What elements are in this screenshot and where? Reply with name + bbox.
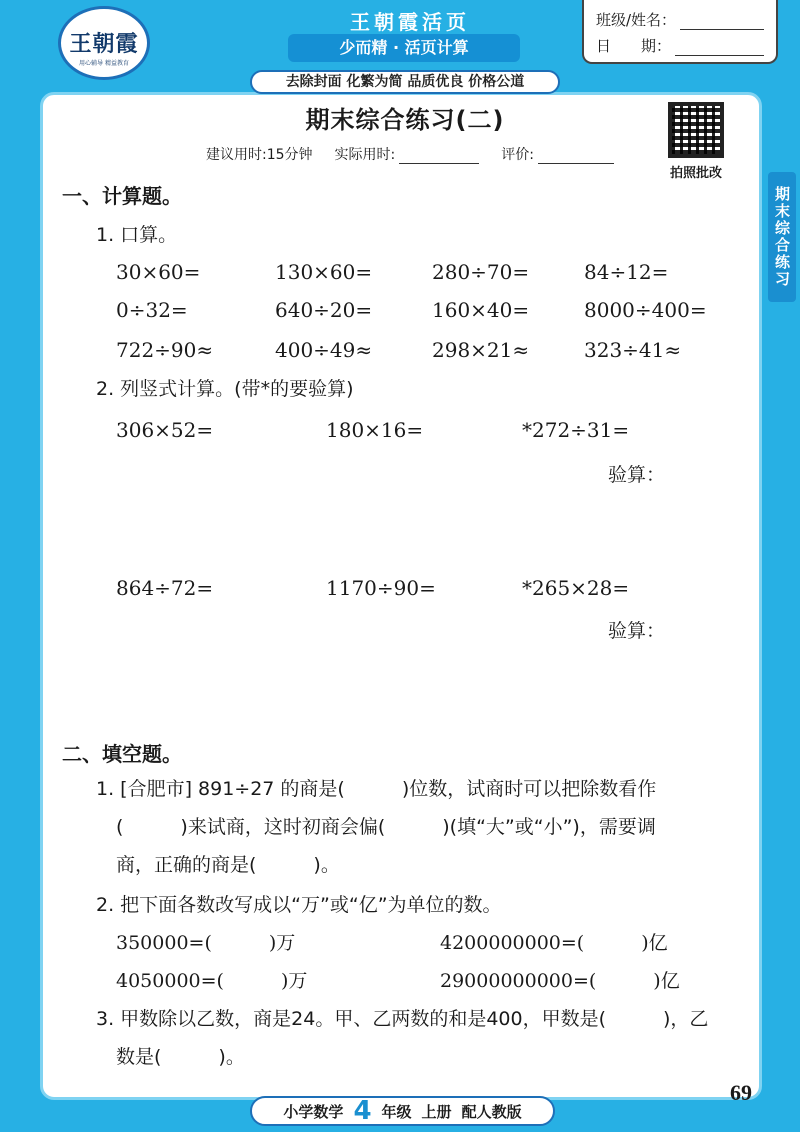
page-number: 69 <box>730 1080 752 1105</box>
side-tab: 期末综合练习 <box>768 172 796 302</box>
unit-convert-item: 29000000000=( )亿 <box>440 970 680 992</box>
fill-q3-line: 数是( )。 <box>116 1046 245 1068</box>
oral-item: 8000÷400= <box>584 298 707 322</box>
oral-item: 160×40= <box>432 298 530 322</box>
oral-item: 323÷41≈ <box>584 338 682 362</box>
qr-code-icon <box>668 102 724 158</box>
footer-volume: 上册 <box>421 1102 452 1121</box>
vertical-calc-item: 1170÷90= <box>326 576 436 600</box>
name-blank[interactable] <box>680 14 764 30</box>
unit-convert-item: 4050000=( )万 <box>116 970 308 992</box>
oral-item: 30×60= <box>116 260 201 284</box>
footer-grade-number: 4 <box>353 1096 372 1126</box>
vertical-calc-item: *265×28= <box>522 576 630 600</box>
oral-item: 130×60= <box>275 260 373 284</box>
check-label: 验算： <box>608 620 666 642</box>
fill-q3-line: 3. 甲数除以乙数，商是24。甲、乙两数的和是400，甲数是( )，乙 <box>96 1008 709 1030</box>
logo-tagline: 用心辅导 精益教育 <box>79 60 129 67</box>
series-title: 王朝霞活页 <box>350 10 470 34</box>
check-label: 验算： <box>608 464 666 486</box>
student-info-box <box>582 0 778 64</box>
fill-q1-line: ( )来试商，这时初商会偏( )(填“大”或“小”)，需要调 <box>116 816 656 838</box>
evaluation-blank[interactable] <box>538 150 614 164</box>
footer-edition: 配人教版 <box>461 1102 522 1121</box>
qr-label: 拍照批改 <box>669 166 722 181</box>
footer-subject: 小学数学 <box>283 1102 344 1121</box>
unit-convert-item: 4200000000=( )亿 <box>440 932 668 954</box>
actual-time-blank[interactable] <box>399 150 479 164</box>
time-meta <box>206 144 614 164</box>
oral-item: 640÷20= <box>275 298 373 322</box>
q2-label: 2. 列竖式计算。(带*的要验算) <box>96 378 354 400</box>
oral-item: 0÷32= <box>116 298 188 322</box>
fill-q1-line: 1. [合肥市] 891÷27 的商是( )位数，试商时可以把除数看作 <box>96 778 657 800</box>
footer-grade-suffix: 年级 <box>381 1102 412 1121</box>
vertical-calc-item: 306×52= <box>116 418 214 442</box>
actual-time-label: 实际用时: <box>334 147 396 163</box>
footer-banner <box>250 1096 555 1126</box>
evaluation-label: 评价: <box>501 147 534 163</box>
q1-label: 1. 口算。 <box>96 224 178 246</box>
fill-q2-label: 2. 把下面各数改写成以“万”或“亿”为单位的数。 <box>96 894 502 916</box>
fill-q1-line: 商，正确的商是( )。 <box>116 854 340 876</box>
oral-item: 280÷70= <box>432 260 530 284</box>
vertical-calc-item: *272÷31= <box>522 418 630 442</box>
suggested-time: 建议用时:15分钟 <box>206 147 313 163</box>
oral-item: 84÷12= <box>584 260 669 284</box>
page-title: 期末综合练习(二) <box>305 106 505 134</box>
date-blank[interactable] <box>675 40 764 56</box>
date-label: 日 期： <box>596 37 672 55</box>
brand-logo <box>58 6 150 80</box>
name-label: 班级/姓名： <box>596 11 677 29</box>
section2-heading: 二、填空题。 <box>62 742 182 766</box>
vertical-calc-item: 864÷72= <box>116 576 214 600</box>
oral-item: 722÷90≈ <box>116 338 214 362</box>
unit-convert-item: 350000=( )万 <box>116 932 296 954</box>
vertical-calc-item: 180×16= <box>326 418 424 442</box>
oral-item: 298×21≈ <box>432 338 530 362</box>
logo-brand-text: 王朝霞 <box>69 31 139 57</box>
section1-heading: 一、计算题。 <box>62 184 182 208</box>
oral-item: 400÷49≈ <box>275 338 373 362</box>
slogan-banner: 去除封面 化繁为简 品质优良 价格公道 <box>250 70 560 94</box>
series-subtitle: 少而精 · 活页计算 <box>288 34 520 62</box>
